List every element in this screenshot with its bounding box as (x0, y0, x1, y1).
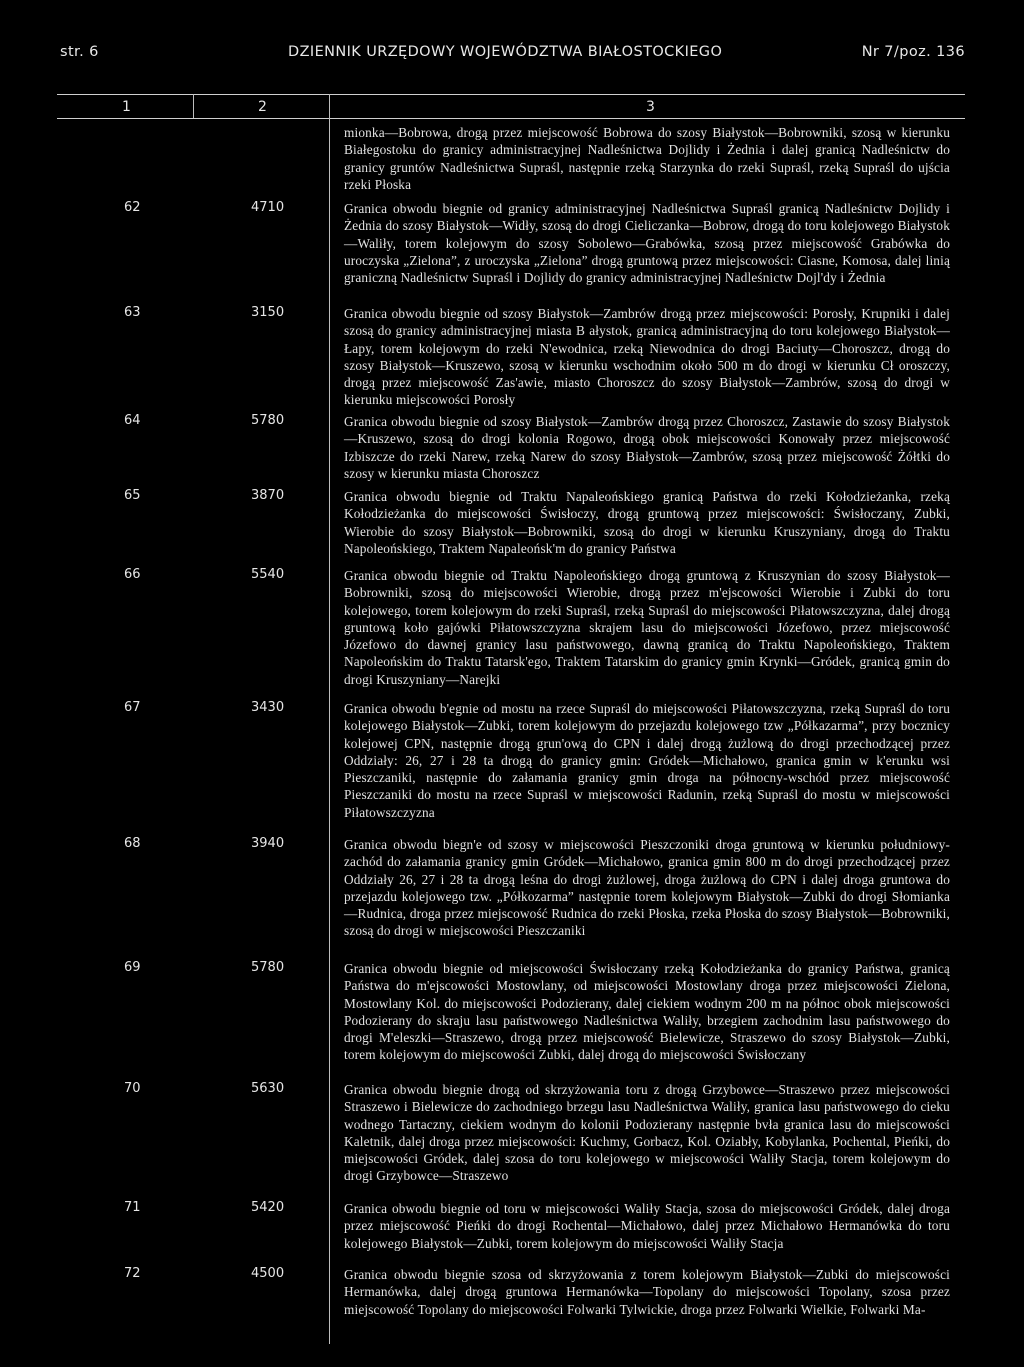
row-number: 72 (124, 1266, 141, 1281)
row-description: Granica obwodu biegnie od miejscowości Świsłoczany rzeką Kołodzieżanka do granicy Państwa, granicą Państwa do m'ejscowości Mostowlany, od miejscowości Mostowlany droga przez miejscowości Zielona, Mostowlany Kol. do miejscowości Podozierany, dalej ciekiem wodnym 200 m na północ obok miejscowości Podozierany do skraju lasu państwowego Nadleśnictwa Waliły, brzegiem zachodnim lasu państwowego do drogi M'eleszki—Straszewo, drogą przez miejscowość Bielewicze, Straszewo do szosy Białystok—Zubki, torem kolejowym do miejscowości Zubki, dalej drogą do miejscowości Świsłoczany (344, 961, 950, 1063)
row-area: 5540 (251, 567, 285, 582)
row-number: 64 (124, 413, 141, 428)
column-header-2: 2 (258, 99, 267, 115)
row-area: 4500 (251, 1266, 285, 1281)
row-number: 62 (124, 200, 141, 215)
issue-number: Nr 7/poz. 136 (861, 44, 965, 60)
row-description: Granica obwodu biegnie od toru w miejscowości Waliły Stacja, szosa do miejscowości Gródek, dalej droga przez miejscowość Pieńki do drogi Rochental—Michałowo, dalej przez Michałowo Hermanówka do toru kolejowego Białystok—Zubki, torem kolejowym do miejscowości Waliły Stacja (344, 1201, 950, 1251)
row-number: 67 (124, 700, 141, 715)
row-area: 5780 (251, 413, 285, 428)
column-header-1: 1 (122, 99, 131, 115)
row-number: 63 (124, 305, 141, 320)
row-area: 3940 (251, 836, 285, 851)
row-number: 69 (124, 960, 141, 975)
row-description: Granica obwodu biegnie od szosy Białystok—Zambrów drogą przez Choroszcz, Zastawie do szosy Białystok—Kruszewo, szosą do drogi kolonia Rogowo, drogą obok miejscowości Konowały przez miejscowość Izbiszcze do rzeki Narew, rzeką Narew do szosy Białystok—Zambrów, szosą przez miejscowość Żółtki do szosy w kierunku miasta Choroszcz (344, 414, 950, 481)
column-divider-1 (193, 94, 194, 118)
row-area: 3870 (251, 488, 285, 503)
row-number: 68 (124, 836, 141, 851)
row-number: 65 (124, 488, 141, 503)
column-divider-2 (329, 94, 330, 1344)
page-number: str. 6 (60, 44, 99, 60)
row-area: 3150 (251, 305, 285, 320)
row-area: 5630 (251, 1081, 285, 1096)
row-description: Granica obwodu biegnie od Traktu Napaleońskiego granicą Państwa do rzeki Kołodzieżanka, rzeką Kołodzieżanka do miejscowości Świsłoczy, drogą gruntową przez miejscowości: Świsłoczany, Zubki, Wierobie do szosy Białystok—Bobrowniki, szosą do drogi w kierunku Kruszyniany, drogą do Traktu Napoleońskiego, Traktem Napaleońsk'm do granicy Państwa (344, 489, 950, 556)
continuation-text: mionka—Bobrowa, drogą przez miejscowość Bobrowa do szosy Białystok—Bobrowniki, szosą w kierunku Białegostoku do granicy administracyjnej Nadleśnictwa Dojlidy i Żednia i dalej granicą Nadleśnictw do granicy gruntów Nadleśnictwa Supraśl, następnie rzeką Starzynka do rzeki Supraśl, rzeką Supraśl do ujścia rzeki Płoska (344, 125, 950, 192)
row-number: 70 (124, 1081, 141, 1096)
row-area: 5780 (251, 960, 285, 975)
row-description: Granica obwodu biegnie szosa od skrzyżowania z torem kolejowym Białystok—Zubki do miejscowości Hermanówka, dalej drogą gruntowa Hermanówka—Topolany do miejscowości Topolany, szosa przez miejscowość Topolany do miejscowości Folwarki Tylwickie, droga przez Folwarki Wielkie, Folwarki Ma- (344, 1267, 950, 1317)
row-area: 4710 (251, 200, 285, 215)
row-description: Granica obwodu biegn'e od szosy w miejscowości Pieszczoniki droga gruntową w kierunku południowy-zachód do załamania granicy gmin Gródek—Michałowo, granica gmin 800 m do drogi przechodzącej przez Oddziały 26, 27 i 28 ta drogą leśna do drogi żużlowej, droga żużlową do CPN i dalej droga gruntowa do przejazdu kolejowego tzw. „Półkozarma” następnie torem kolejowym Białystok—Zubki do drogi Słomianka—Rudnica, droga przez miejscowość Rudnica do rzeki Płoska, rzeka Płoska do szosy Białystok—Bobrowniki, szosą do drogi w miejscowości Pieszczaniki (344, 837, 950, 939)
row-number: 71 (124, 1200, 141, 1215)
column-header-3: 3 (646, 99, 655, 115)
row-area: 3430 (251, 700, 285, 715)
row-description: Granica obwodu biegnie od Traktu Napoleońskiego drogą gruntową z Kruszynian do szosy Białystok—Bobrowniki, szosą do miejscowości Wierobie, drogą przez m'ejscowości Wierobie i Zubki do toru kolejowego, torem kolejowym do rzeki Supraśl, rzeką Supraśl do miejscowości Piłatowszczyzna, dalej drogą gruntową koło gajówki Piłatowszczyzna skrajem lasu do miejscowości Józefowo, przez miejscowość Józefowo do dawnej granicy lasu państwowego, dawną granicą do Traktu Napoleońskiego, Traktem Napoleońskim do Traktu Tatarsk'ego, Traktem Tatarskim do granicy gmin Krynki—Gródek, granicą gmin do drogi Kruszyniany—Narejki (344, 568, 950, 687)
row-description: Granica obwodu biegnie od szosy Białystok—Zambrów drogą przez miejscowości: Porosły, Krupniki i dalej szosą do granicy administracyjnej miasta B ałystok, granicą administracyjną do toru kolejowego Białystok—Łapy, torem kolejowym do rzeki N'ewodnica, rzeką Niewodnica do drogi Baciuty—Choroszcz, drogą do szosy Białystok—Kruszewo, szosą w kierunku wschodnim około 500 m do drogi w kierunku Cł oroszczy, drogą przez miejscowość Zas'awie, miasto Choroszcz do szosy Białystok—Zambrów, szosą do drogi w kierunku miejscowości Porosły (344, 306, 950, 408)
header-bottom-rule (57, 118, 965, 119)
row-description: Granica obwodu biegnie od granicy administracyjnej Nadleśnictwa Supraśl granicą Nadleśnictw Dojlidy i Żednia do szosy Białystok—Widły, szosą do drogi Cieliczanka—Bobrow, drogą do toru kolejowego Białystok—Waliły, torem kolejowym do szosy Sobolewo—Grabówka, szosą przez miejscowość Grabówka do uroczyska „Zielona”, z uroczyska „Zielona” drogą gruntową przez miejscowości: Ciasne, Komosa, dalej linią graniczną Nadleśnictw Supraśl i Dojlidy do granicy administracyjnej Nadleśnictw Dojl'dy i Żednia (344, 201, 950, 286)
row-description: Granica obwodu biegnie drogą od skrzyżowania toru z drogą Grzybowce—Straszewo przez miejscowości Straszewo i Bielewicze do zachodniego brzegu lasu Nadleśnictwa Waliły, granica lasu państwowego do cieku wodnego Tartaczny, ciekiem wodnym do kolonii Podozierany następnie bvła granica lasu do miejscowości Kaletnik, dalej droga przez miejscowości: Kuchmy, Gorbacz, Kol. Oziabły, Kobylanka, Pochental, Pieńki, do miejscowości Gródek, dalej szosa do toru kolejowego w miejscowości Waliły Stacja, torem kolejowym do drogi Grzybowce—Straszewo (344, 1082, 950, 1184)
row-description: Granica obwodu b'egnie od mostu na rzece Supraśl do miejscowości Piłatowszczyzna, rzeką Supraśl do toru kolejowego Białystok—Zubki, torem kolejowym do przejazdu kolejowego tzw „Półkazarma”, przy bocznicy kolejowej CPN, następnie drogą grun'ową do CPN i dalej drogą żużlową do drogi przechodzącej przez Oddziały: 26, 27 i 28 ta drogą do granicy gmin: Gródek—Michałowo, granica gmin w k'erunku wsi Pieszczaniki, następnie do załamania granicy gmin droga na północny-wschód przez miejscowość Pieszczaniki do mostu na rzece Supraśl w miejscowości Radunin, rzeką Supraśl do mostu w miejscowości Piłatowszczyzna (344, 701, 950, 820)
row-number: 66 (124, 567, 141, 582)
page-header (60, 44, 965, 66)
journal-title: DZIENNIK URZĘDOWY WOJEWÓDZTWA BIAŁOSTOCKIEGO (288, 44, 723, 60)
row-area: 5420 (251, 1200, 285, 1215)
